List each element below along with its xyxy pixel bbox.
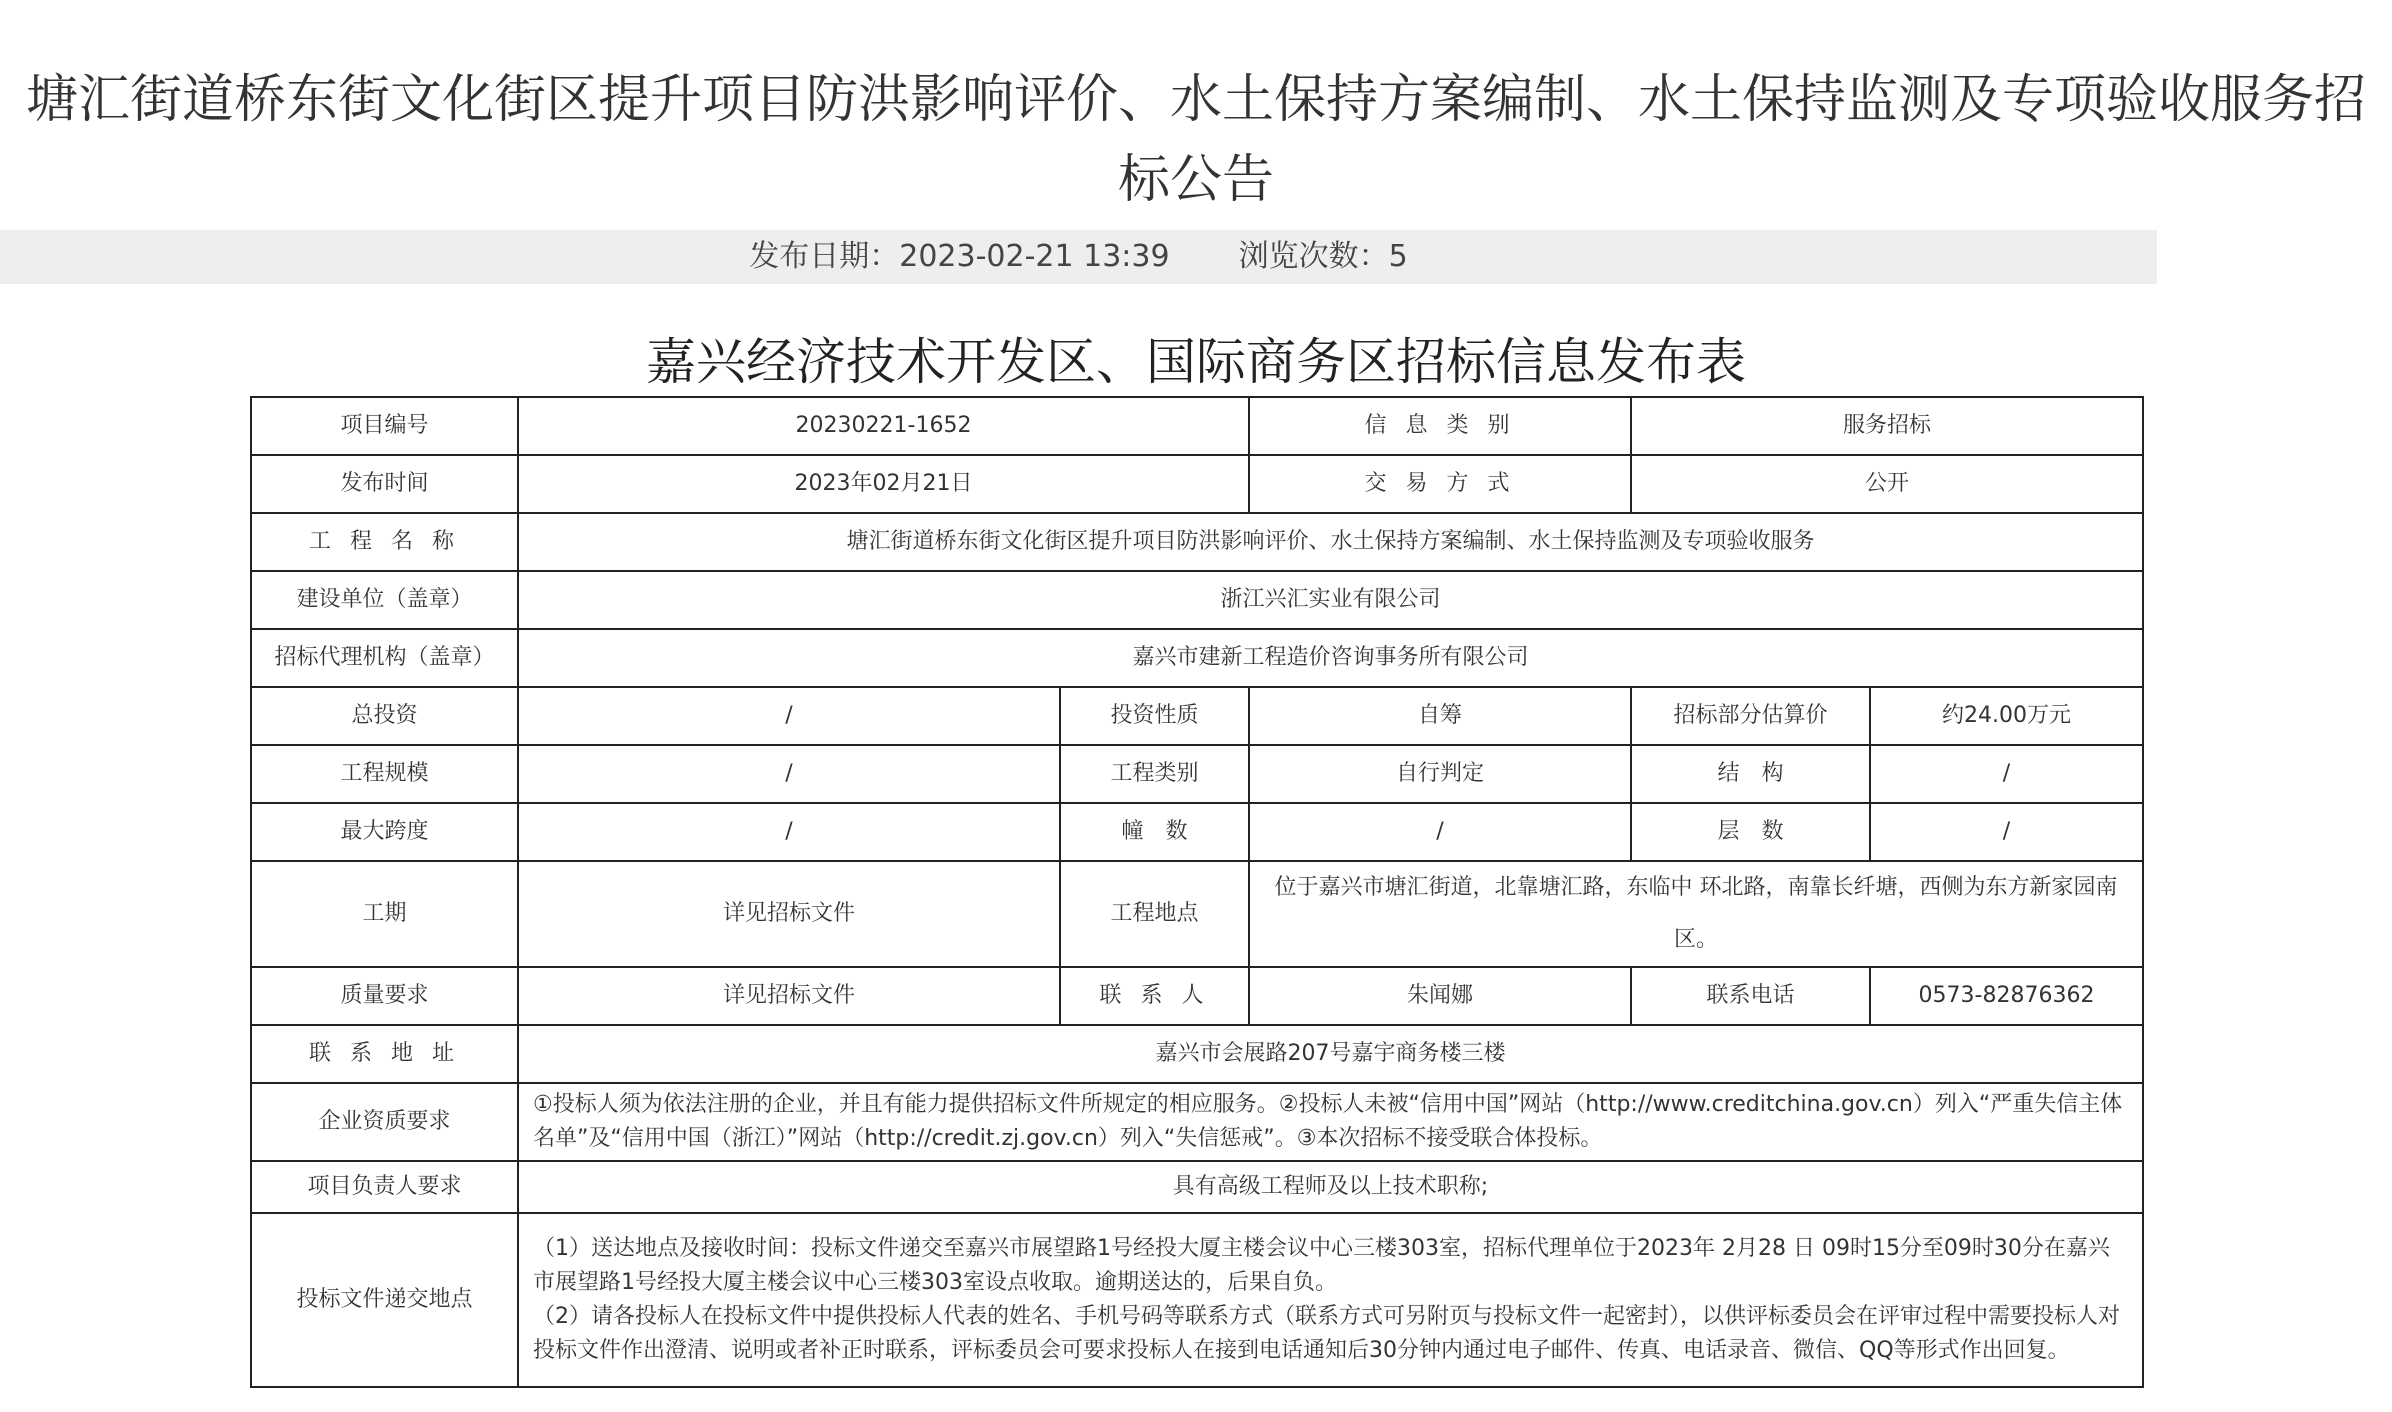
cell-label-agency: 招标代理机构（盖章） (251, 629, 518, 687)
cell-label-phone: 联系电话 (1631, 967, 1870, 1025)
cell-label-submit: 投标文件递交地点 (251, 1213, 518, 1387)
cell-label-contact: 联 系 人 (1060, 967, 1249, 1025)
cell-label-period: 工期 (251, 861, 518, 967)
table-row (251, 629, 2143, 687)
cell-agency: 嘉兴市建新工程造价咨询事务所有限公司 (518, 629, 2143, 687)
cell-label-address: 联 系 地 址 (251, 1025, 518, 1083)
cell-trade-mode: 公开 (1631, 455, 2143, 513)
cell-label-builder: 建设单位（盖章） (251, 571, 518, 629)
tender-info-table (250, 396, 2144, 1388)
table-row (251, 455, 2143, 513)
table-row (251, 1025, 2143, 1083)
publish-date-value: 2023-02-21 13:39 (899, 239, 1170, 274)
cell-estimate: 约24.00万元 (1870, 687, 2143, 745)
view-count-value: 5 (1388, 239, 1408, 274)
cell-label-location: 工程地点 (1060, 861, 1249, 967)
cell-label-invest-nature: 投资性质 (1060, 687, 1249, 745)
cell-label-quality: 质量要求 (251, 967, 518, 1025)
meta-bar (0, 230, 2157, 284)
cell-contact: 朱闻娜 (1249, 967, 1631, 1025)
cell-scale: / (518, 745, 1060, 803)
cell-location: 位于嘉兴市塘汇街道，北靠塘汇路，东临中 环北路，南靠长纤塘，西侧为东方新家园南区。 (1249, 861, 2143, 967)
cell-label-category: 工程类别 (1060, 745, 1249, 803)
table-row (251, 745, 2143, 803)
cell-floors: / (1870, 803, 2143, 861)
cell-label-leader: 项目负责人要求 (251, 1161, 518, 1213)
view-count-label: 浏览次数： (1238, 239, 1389, 274)
cell-label-total-invest: 总投资 (251, 687, 518, 745)
cell-label-span: 最大跨度 (251, 803, 518, 861)
table-row (251, 1161, 2143, 1213)
table-row (251, 967, 2143, 1025)
cell-buildings: / (1249, 803, 1631, 861)
cell-label-project-name: 工 程 名 称 (251, 513, 518, 571)
form-title: 嘉兴经济技术开发区、国际商务区招标信息发布表 (646, 333, 1746, 391)
cell-quality: 详见招标文件 (518, 967, 1060, 1025)
page-title: 塘汇街道桥东街文化街区提升项目防洪影响评价、水土保持方案编制、水土保持监测及专项验收服务招标公告 (25, 70, 2366, 210)
table-row (251, 687, 2143, 745)
cell-label-project-no: 项目编号 (251, 397, 518, 455)
cell-phone: 0573-82876362 (1870, 967, 2143, 1025)
cell-builder: 浙江兴汇实业有限公司 (518, 571, 2143, 629)
cell-info-type: 服务招标 (1631, 397, 2143, 455)
table-row (251, 571, 2143, 629)
table-row (251, 397, 2143, 455)
cell-label-scale: 工程规模 (251, 745, 518, 803)
cell-label-structure: 结 构 (1631, 745, 1870, 803)
cell-address: 嘉兴市会展路207号嘉宇商务楼三楼 (518, 1025, 2143, 1083)
cell-total-invest: / (518, 687, 1060, 745)
cell-label-floors: 层 数 (1631, 803, 1870, 861)
publish-date-label: 发布日期： (749, 239, 900, 274)
cell-invest-nature: 自筹 (1249, 687, 1631, 745)
cell-span: / (518, 803, 1060, 861)
table-row (251, 1213, 2143, 1387)
cell-project-name: 塘汇街道桥东街文化街区提升项目防洪影响评价、水土保持方案编制、水土保持监测及专项验收服务 (518, 513, 2143, 571)
cell-qualification: ①投标人须为依法注册的企业，并且有能力提供招标文件所规定的相应服务。②投标人未被“信用中国”网站（http://www.creditchina.gov.cn）列入“严重失信主体名单”及“信用中国（浙江）”网站（http://credit.zj.gov.cn）列入“失信惩戒”。③本次招标不接受联合体投标。 (518, 1083, 2143, 1161)
cell-project-no: 20230221-1652 (518, 397, 1249, 455)
table-row (251, 1083, 2143, 1161)
cell-structure: / (1870, 745, 2143, 803)
cell-label-buildings: 幢 数 (1060, 803, 1249, 861)
cell-submit (518, 1213, 2143, 1387)
cell-label-qualification: 企业资质要求 (251, 1083, 518, 1161)
cell-label-trade-mode: 交 易 方 式 (1249, 455, 1631, 513)
cell-publish-time: 2023年02月21日 (518, 455, 1249, 513)
cell-label-publish-time: 发布时间 (251, 455, 518, 513)
cell-period: 详见招标文件 (518, 861, 1060, 967)
submit-paragraph-2: （2）请各投标人在投标文件中提供投标人代表的姓名、手机号码等联系方式（联系方式可另附页与投标文件一起密封），以供评标委员会在评审过程中需要投标人对投标文件作出澄清、说明或者补正时联系，评标委员会可要求投标人在接到电话通知后30分钟内通过电子邮件、传真、电话录音、微信、QQ等形式作出回复。 (533, 1304, 2121, 1363)
cell-label-info-type: 信 息 类 别 (1249, 397, 1631, 455)
table-row (251, 803, 2143, 861)
cell-label-estimate: 招标部分估算价 (1631, 687, 1870, 745)
cell-category: 自行判定 (1249, 745, 1631, 803)
table-row (251, 861, 2143, 967)
submit-paragraph-1: （1）送达地点及接收时间：投标文件递交至嘉兴市展望路1号经投大厦主楼会议中心三楼303室，招标代理单位于2023年 2月28 日 09时15分至09时30分在嘉兴市展望路1号经投大厦主楼会议中心三楼303室设点收取。逾期送达的，后果自负。 (533, 1236, 2110, 1295)
cell-leader: 具有高级工程师及以上技术职称; (518, 1161, 2143, 1213)
table-row (251, 513, 2143, 571)
